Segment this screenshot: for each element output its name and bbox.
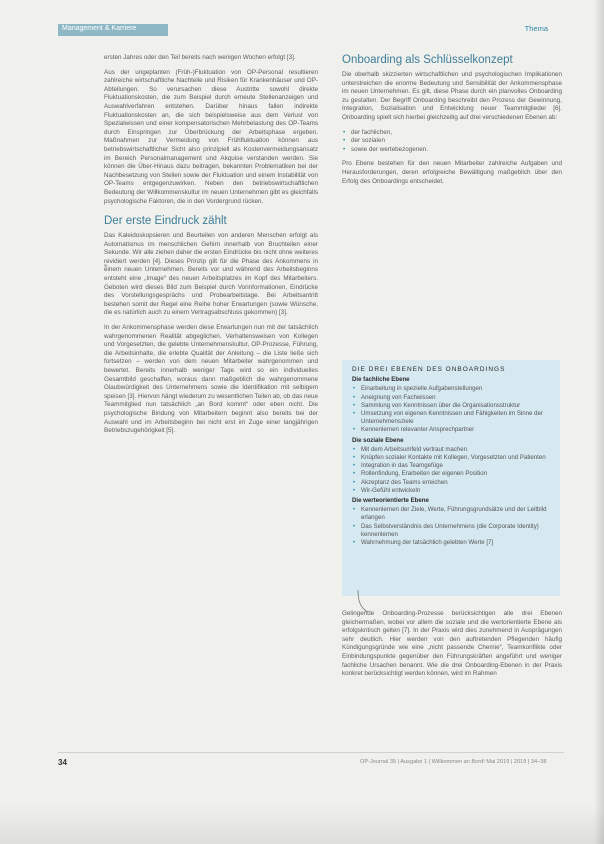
section-tag: Thema <box>524 24 548 33</box>
page-number: 34 <box>58 758 67 767</box>
werte-list <box>352 506 552 547</box>
right-paragraph-2: Pro Ebene bestehen für den neuen Mitarbeiter zahlreiche Aufgaben und Herausforderungen, deren erfolgreiche Bewältigung maßgeblich über den Erfolg des Onboardings entscheidet. <box>342 160 562 185</box>
left-paragraph-2: Das Kaleidoskopsieren und Beurteilen von anderen Menschen erfolgt als Automatismus im menschlichen Gehirn innerhalb von Bruchteilen einer Sekunde. Wir alle ziehen daher die ersten Eindrücke bis nicht ohne weiteres revidiert werden [4]. Dieses Prinzip gilt für die Phase des Ankommens in einem neuen Unternehmen. Bereits vor und während des Arbeitsbeginns entsteht eine „Image“ des neuen Arbeitsplatzes im Kopf des Mitarbeiters. Geboten wird dieses Bild zum Beispiel durch Vorinformationen, Eindrücke des Vorstellungsgesprächs und Probearbeitstage. Bei Arbeitsantritt bestehen somit der Regel eine Reihe hoher Erwartungen (sowie Wünsche, die es natürlich auch zu einem Vertragsabschluss gekommen) [3]. <box>104 232 318 317</box>
right-paragraph-3: Gelingende Onboarding-Prozesse berücksichtigen alle drei Ebenen gleichermaßen, wobei vor allem die soziale und die wertorientierte Ebene als erfolgskritisch gelten [7]. In der Praxis wird dies zunehmend in Ausprägungen sehr deutlich. Hier werden von den auftretenden Pflegenden häufig Kündigungsgründe wie eine „nicht passende Chemie“, Teamkonflikte oder Einbindungspunkte gegenüber den Führungskräften angeführt und weniger fachliche Ursachen benannt. Wie die drei Onboarding-Ebenen in der Praxis konkret berücksichtigt werden können, wird im Rahmen <box>342 610 562 678</box>
fach-item: • Umsetzung von eigenen Kenntnissen und Fähigkeiten im Sinne der Unternehmensziele <box>352 410 552 426</box>
left-paragraph-3: In der Ankommensphase werden diese Erwartungen nun mit der tatsächlich wahrgenommenen Realität abgeglichen. Verhaltensweisen von Kollegen und Vorgesetzten, die gelebte Unternehmenskultur, OP-Prozesse, Führung, die Arbeitsinhalte, die erlebte Qualität der Anleitung – die Liste ließe sich fortsetzen – werden von dem neuen Mitarbeiter wahrgenommen und bewertet. Bereits innerhalb weniger Tage wird so ein individuelles Gesamtbild geschaffen, woraus dann maßgeblich die wahrgenommene Glaubwürdigkeit des Unternehmens sowie die Identifikation mit selbigem speisen [3]. Hiervon hängt wiederum zu wesentlichen Teilen ab, ob das neue Teammitglied nun tatsächlich „an Bord kommt“ oder eben nicht. Die psychologische Bindung von Mitarbeitern beginnt also bereits bei der Auswahl und im Arbeitsbeginn bei nicht erst im Zuge einer langjährigen Betriebszugehörigkeit [5]. <box>104 324 318 435</box>
page-bottom-shadow <box>0 804 604 844</box>
footer-divider <box>58 752 564 753</box>
page-edge-shadow <box>594 0 604 844</box>
left-paragraph-1: Aus der ungeplanten (Früh-)Fluktuation von OP-Personal resultieren zahlreiche wirtschaftliche Nachteile und Risiken für Krankenhäuser und OP-Abteilungen. So verursachen diese Austritte sowohl direkte Fluktuationskosten, die zum Beispiel durch erneute Stellenanzeigen und Auswahlverfahren entstehen. Darüber hinaus fallen indirekte Fluktuationskosten an, die sich beispielsweise aus dem Verlust von Spezialwissen und einer kompensatorischen Mehrbelastung des OP-Teams durch Einspringen zur Überbrückung der Arbeitsphase ergeben. Maßnahmen zur Vermeidung von Frühfluktuation können aus betriebswirtschaftlicher Sicht also prinzipiell als Kostenvermeidungsansatz im Bereich Personalmanagement und Akquise verstanden werden. Sie können die Über-Hinaus dazu beitragen, bekannten Problematiken bei der Nachbesetzung von Stellen sowie der Fluktuation und einem Instabilität von OP-Teams entgegenzuwirken. Neben den betriebswirtschaftlichen Bedeutung der Willkommenskultur im neuen Unternehmen gibt es gleichfalls psychologische Faktoren, die in den Vordergrund rücken. <box>104 68 318 205</box>
right-lower-text <box>342 610 562 679</box>
sozial-heading: Die soziale Ebene <box>352 436 404 444</box>
sozial-item: • Akzeptanz des Teams erreichen <box>352 479 552 487</box>
sozial-item: • Rollenfindung, Erarbeiten der eigenen Position <box>352 470 552 478</box>
info-box-title: DIE DREI EBENEN DES ONBOARDINGS <box>352 366 506 373</box>
werte-heading: Die werteorientierte Ebene <box>352 497 429 505</box>
levels-list <box>342 129 562 155</box>
right-column <box>342 53 562 192</box>
fach-list <box>352 385 552 434</box>
sozial-list <box>352 446 552 495</box>
fach-item: • Aneignung von Fachwissen <box>352 394 552 402</box>
left-paragraph-0: ersten Jahres oder den Teil bereits nach wenigen Wochen erfolgt [3]. <box>104 54 296 61</box>
sozial-item: • Wir-Gefühl entwickeln <box>352 487 552 495</box>
fach-item: • Einarbeitung in spezielle Aufgabenstellungen <box>352 385 552 393</box>
heading-erster-eindruck: Der erste Eindruck zählt <box>104 215 227 228</box>
connector-line <box>356 590 370 612</box>
werte-item: • Kennenlernen der Ziele, Werte, Führungsgrundsätze und der Leitbild erlangen <box>352 506 552 522</box>
left-column <box>104 54 318 442</box>
werte-item: • Das Selbstverständnis des Unternehmens (die Corporate Identity) kennenlernen <box>352 523 552 539</box>
sozial-item: • Mit dem Arbeitsumfeld vertraut machen <box>352 446 552 454</box>
fach-item: • Kennenlernen relevanter Ansprechpartner <box>352 426 552 434</box>
sozial-item: • Knüpfen sozialer Kontakte mit Kollegen, Vorgesetzten und Patienten <box>352 454 552 462</box>
info-box-content <box>352 366 552 549</box>
fach-item: • Sammlung von Kenntnissen über die Organisationsstruktur <box>352 402 552 410</box>
werte-item: • Wahrnehmung der tatsächlich gelebten Werte [7] <box>352 539 552 547</box>
heading-onboarding: Onboarding als Schlüsselkonzept <box>342 54 513 66</box>
level-item: • sowie der wertebezogenen. <box>342 146 562 155</box>
level-item: • der fachlichen, <box>342 129 562 138</box>
right-paragraph-1: Die oberhalb skizzierten wirtschaftlichen und psychologischen Implikationen unterstreichen die enorme Bedeutung und Sensibilität der Ankommensphase im neuen Unternehmen. Es gilt, diese Phase durch ein planvolles Onboarding zu gestalten. Der Begriff Onboarding beschreibt den Prozess der Gewinnung, Integration, Sozialisation und Entwicklung neuer Teammitglieder [6]. Onboarding spielt sich hierbei gleichzeitig auf drei verschiedenen Ebenen ab: <box>342 71 562 121</box>
sozial-item: • Integration in das Teamgefüge <box>352 462 552 470</box>
header-category-label: Management & Karriere <box>62 25 137 32</box>
level-item: • der sozialen <box>342 137 562 146</box>
fach-heading: Die fachliche Ebene <box>352 376 410 384</box>
info-box-onboarding-levels <box>342 360 560 596</box>
footer-citation: OP-Journal 35 | Ausgabe 1 | Willkommen an Bord! Mai 2019 | 2019 | 34–38 <box>360 759 547 765</box>
